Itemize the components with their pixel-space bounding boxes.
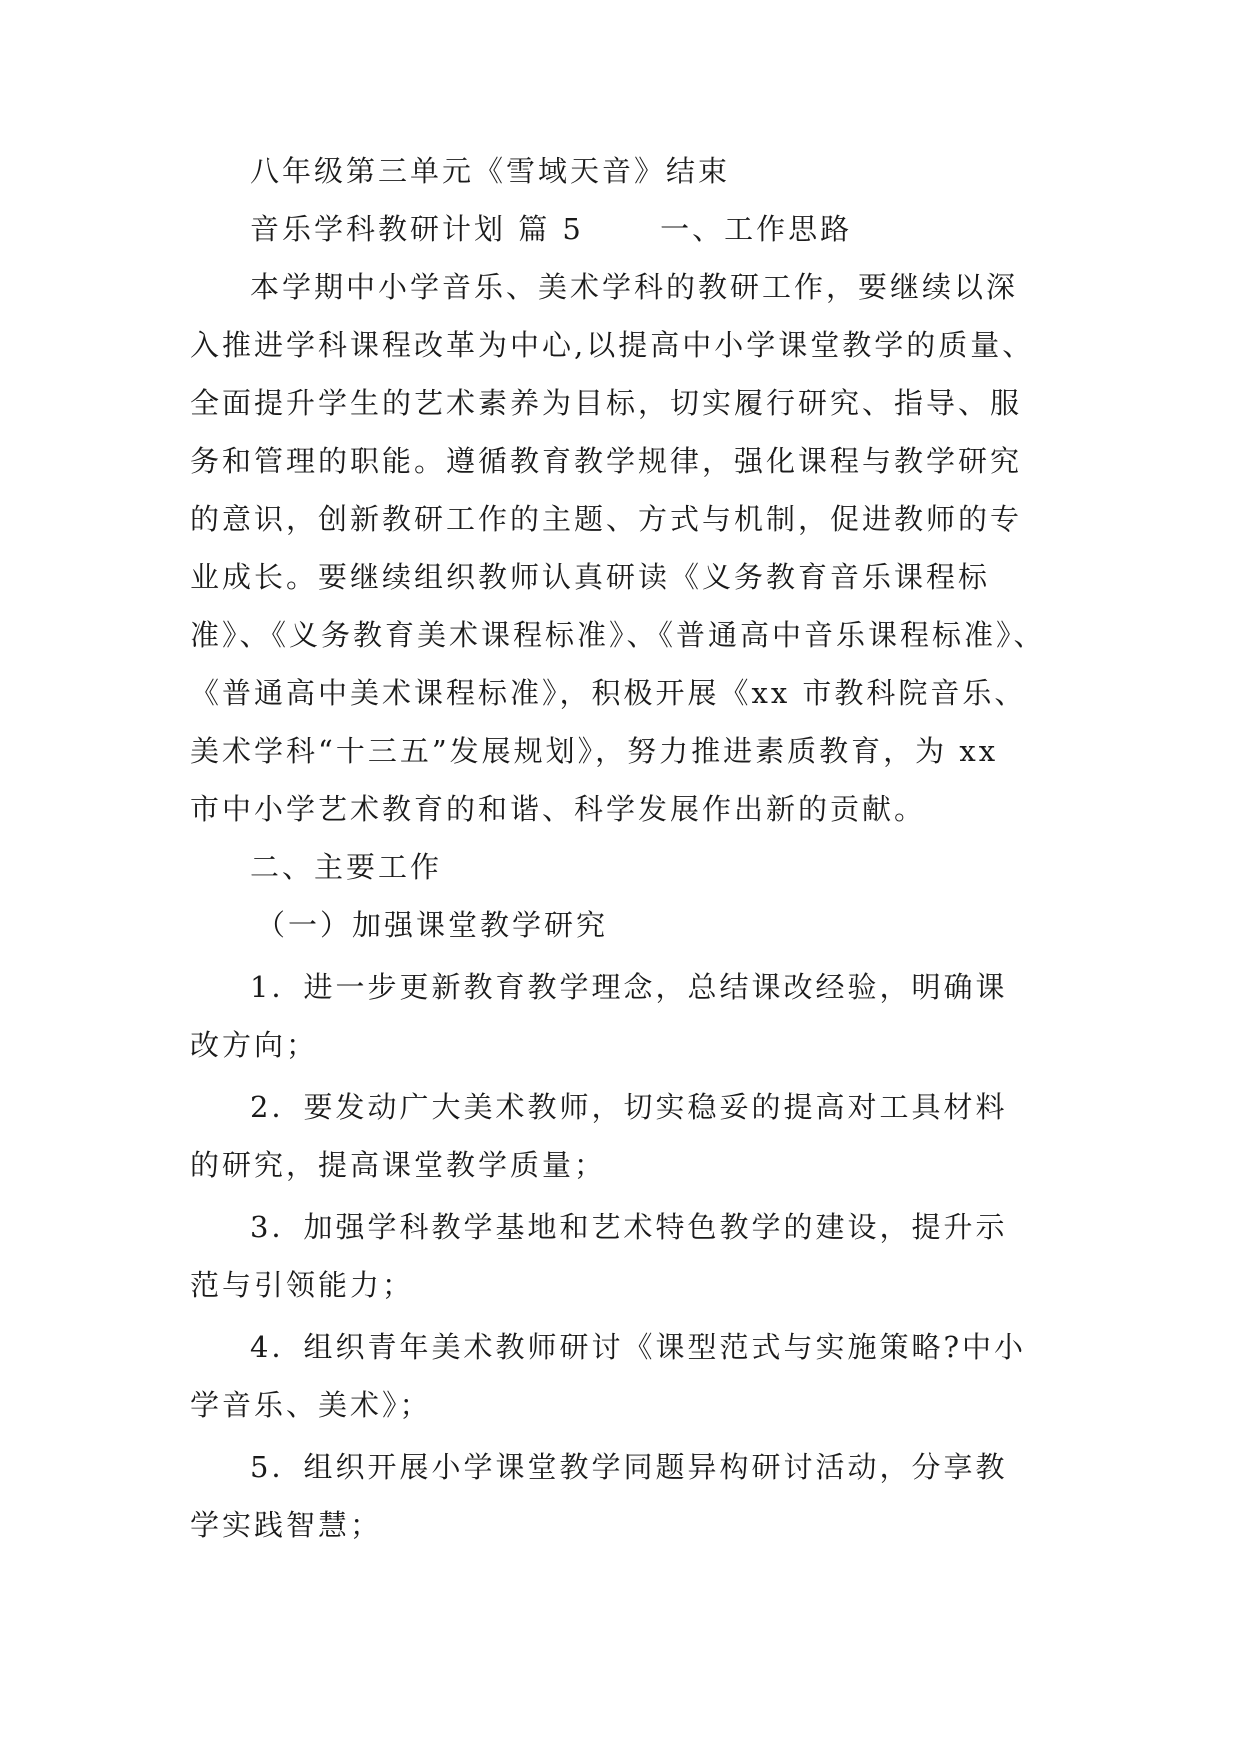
list-item-line: 5．组织开展小学课堂教学同题异构研讨活动，分享教 (250, 1450, 1008, 1484)
list-item-line: 3．加强学科教学基地和艺术特色教学的建设，提升示 (250, 1210, 1008, 1244)
subsection-heading: （一）加强课堂教学研究 (256, 908, 609, 942)
paragraph-line: 入推进学科课程改革为中心,以提高中小学课堂教学的质量、 (190, 328, 1035, 362)
list-item-line: 学音乐、美术》； (190, 1388, 432, 1422)
section-heading: 二、主要工作 (250, 850, 443, 884)
list-item-line: 2．要发动广大美术教师，切实稳妥的提高对工具材料 (250, 1090, 1008, 1124)
list-item-line: 改方向； (190, 1028, 319, 1062)
list-item-line: 的研究，提高课堂教学质量； (190, 1148, 607, 1182)
paragraph-line: 全面提升学生的艺术素养为目标，切实履行研究、指导、服 (190, 386, 1023, 420)
list-item-line: 学实践智慧； (190, 1508, 383, 1542)
paragraph-line: 的意识，创新教研工作的主题、方式与机制，促进教师的专 (190, 502, 1023, 536)
list-item-line: 1．进一步更新教育教学理念，总结课改经验，明确课 (250, 970, 1008, 1004)
paragraph-line: 本学期中小学音乐、美术学科的教研工作，要继续以深 (250, 270, 1019, 304)
paragraph-line: 《普通高中美术课程标准》，积极开展《xx 市教科院音乐、 (190, 676, 1027, 710)
paragraph-line: 准》、《义务教育美术课程标准》、《普通高中音乐课程标准》、 (190, 618, 1046, 652)
paragraph-line: 务和管理的职能。遵循教育教学规律，强化课程与教学研究 (190, 444, 1023, 478)
list-item-line: 范与引领能力； (190, 1268, 415, 1302)
paragraph-line: 市中小学艺术教育的和谐、科学发展作出新的贡献。 (190, 792, 927, 826)
list-item-line: 4．组织青年美术教师研讨《课型范式与实施策略?中小 (250, 1330, 1026, 1364)
line-plan-heading: 音乐学科教研计划 篇 5 一、工作思路 (250, 212, 853, 246)
line-unit-end: 八年级第三单元《雪域天音》结束 (250, 154, 731, 188)
paragraph-line: 业成长。要继续组织教师认真研读《义务教育音乐课程标 (190, 560, 991, 594)
paragraph-line: 美术学科“十三五”发展规划》，努力推进素质教育，为 xx (190, 734, 999, 768)
